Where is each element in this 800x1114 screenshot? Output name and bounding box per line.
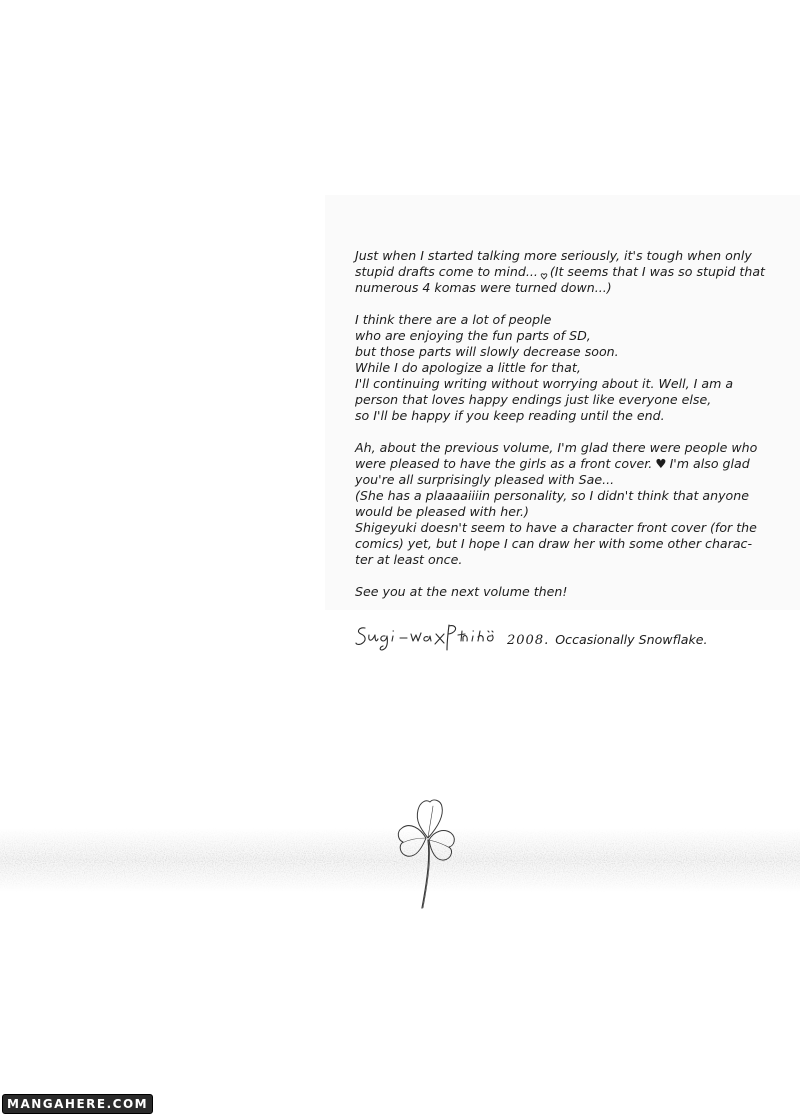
signature-caption <box>507 632 708 648</box>
paragraph-4 <box>355 584 775 600</box>
text-line: you're all surprisingly pleased with Sae... <box>355 472 615 487</box>
signature-year: 2008. <box>507 633 550 648</box>
text-line: Just when I started talking more seriously, it's tough when only <box>355 248 752 263</box>
text-line: I'll continuing writing without worrying about it. Well, I am a <box>355 376 734 391</box>
handwritten-signature-icon <box>355 619 505 655</box>
text-line: who are enjoying the fun parts of SD, <box>355 328 591 343</box>
text-line: ter at least once. <box>355 552 463 567</box>
text-fragment: were pleased to have the girls as a front cover. <box>355 456 653 471</box>
text-line <box>355 264 775 280</box>
heart-icon: ♥ <box>655 456 667 471</box>
watermark-badge: MANGAHERE.COM <box>2 1094 153 1114</box>
paragraph-3 <box>355 440 775 568</box>
signature-note: Occasionally Snowflake. <box>555 632 708 647</box>
text-line: would be pleased with her.) <box>355 504 529 519</box>
text-line <box>355 456 775 472</box>
text-line: comics) yet, but I hope I can draw her with some other charac- <box>355 536 753 551</box>
text-fragment: stupid drafts come to mind... <box>355 264 538 279</box>
text-line: Shigeyuki doesn't seem to have a character front cover (for the <box>355 520 757 535</box>
paragraph-1 <box>355 248 775 296</box>
text-line: While I do apologize a little for that, <box>355 360 581 375</box>
text-line: See you at the next volume then! <box>355 584 568 599</box>
text-fragment: (It seems that I was so stupid that <box>549 264 765 279</box>
signature-block <box>355 619 775 659</box>
text-line: (She has a plaaaaiiiin personality, so I didn't think that anyone <box>355 488 749 503</box>
text-line: I think there are a lot of people <box>355 312 552 327</box>
small-heart-doodle-icon <box>540 270 548 280</box>
text-fragment: I'm also glad <box>669 456 750 471</box>
paragraph-2 <box>355 312 775 424</box>
author-letter <box>355 248 775 616</box>
text-line: Ah, about the previous volume, I'm glad there were people who <box>355 440 758 455</box>
text-line: numerous 4 komas were turned down...) <box>355 280 612 295</box>
text-line: but those parts will slowly decrease soon. <box>355 344 619 359</box>
text-line: so I'll be happy if you keep reading until the end. <box>355 408 665 423</box>
clover-icon <box>392 796 462 914</box>
text-line: person that loves happy endings just like everyone else, <box>355 392 712 407</box>
